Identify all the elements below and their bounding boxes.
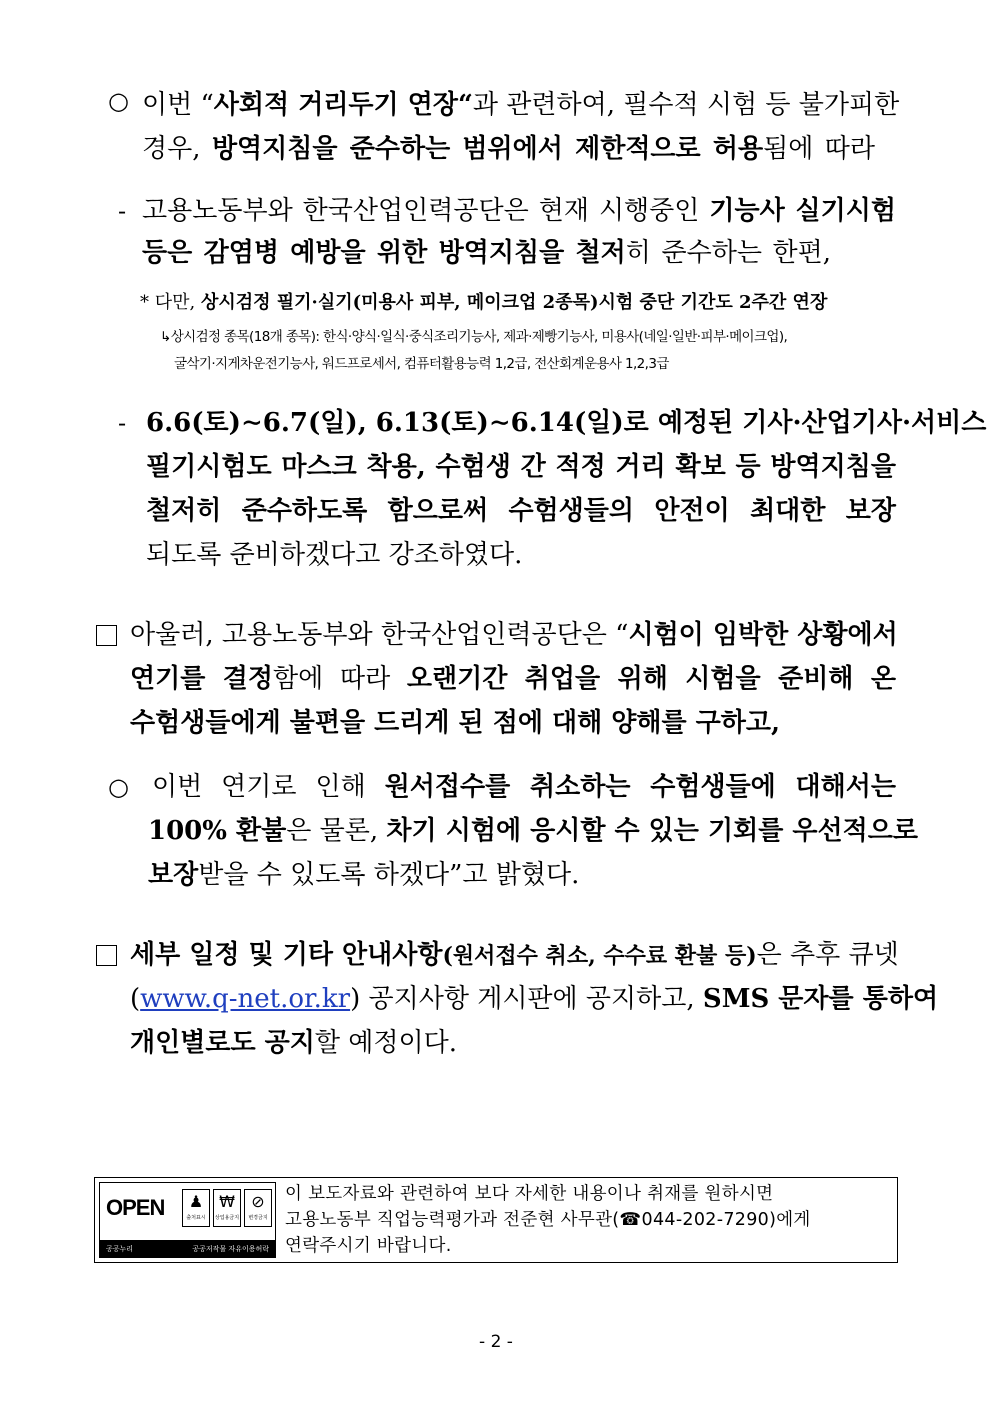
square-bullet <box>96 625 117 646</box>
p6-line1: 세부 일정 및 기타 안내사항(원서접수 취소, 수수료 환불 등)은 추후 큐넷 <box>130 940 899 970</box>
p2-line1: 고용노동부와 한국산업인력공단은 현재 시행중인 기능사 실기시험 <box>142 196 896 226</box>
qnet-link[interactable]: www.q-net.or.kr <box>140 984 351 1014</box>
attribution-icon: ♟ 출처표시 <box>182 1189 210 1227</box>
dash-bullet: - <box>118 409 127 437</box>
circle-bullet: ○ <box>108 773 129 801</box>
note-line2: ↳상시검정 종목(18개 종목): 한식·양식·일식·중식조리기능사, 제과·제빵기능사, 미용사(네일·일반·피부·메이크업), <box>160 329 788 345</box>
p3-line3: 철저히 준수하도록 함으로써 수험생들의 안전이 최대한 보장 <box>146 496 896 526</box>
license-icons <box>182 1189 272 1227</box>
note-line3: 굴삭기·지게차운전기능사, 워드프로세서, 컴퓨터활용능력 1,2급, 전산회계운용사 1,2,3급 <box>174 356 669 372</box>
p6-line2: (www.q-net.or.kr) 공지사항 게시판에 공지하고, SMS 문자를 통하여 <box>130 984 939 1014</box>
p4-line2: 연기를 결정함에 따라 오랜기간 취업을 위해 시험을 준비해 온 <box>130 664 896 694</box>
p3-line4: 되도록 준비하겠다고 강조하였다. <box>146 540 523 570</box>
p1-line2: 경우, 방역지침을 준수하는 범위에서 제한적으로 허용됨에 따라 <box>142 134 876 164</box>
logo-bar: 공공누리 공공저작물 자유이용허락 <box>100 1240 275 1257</box>
page-number: - 2 - <box>479 1332 513 1352</box>
contact-box <box>94 1177 898 1263</box>
circle-bullet: ○ <box>108 87 129 115</box>
p4-line1: 아울러, 고용노동부와 한국산업인력공단은 “시험이 임박한 상황에서 <box>130 620 898 650</box>
p2-line2: 등은 감염병 예방을 위한 방역지침을 철저히 준수하는 한편, <box>142 238 832 268</box>
footer-line1: 이 보도자료와 관련하여 보다 자세한 내용이나 취재를 원하시면 <box>285 1184 774 1204</box>
square-bullet <box>96 945 117 966</box>
p4-line3: 수험생들에게 불편을 드리게 된 점에 대해 양해를 구하고, <box>130 708 781 738</box>
p3-line2: 필기시험도 마스크 착용, 수험생 간 적정 거리 확보 등 방역지침을 <box>146 452 896 482</box>
p3-line1: 6.6(토)∼6.7(일), 6.13(토)∼6.14(일)로 예정된 기사·산업기사·서비스 <box>146 408 987 438</box>
footer-line2: 고용노동부 직업능력평가과 전준현 사무관(☎044-202-7290)에게 <box>285 1210 811 1230</box>
p5-line2: 100% 환불은 물론, 차기 시험에 응시할 수 있는 기회를 우선적으로 <box>148 816 918 846</box>
dash-bullet: - <box>118 197 127 225</box>
p1-line1: 이번 “사회적 거리두기 연장“과 관련하여, 필수적 시험 등 불가피한 <box>142 90 900 120</box>
no-commercial-icon: ₩ 상업용금지 <box>213 1189 241 1227</box>
footer-line3: 연락주시기 바랍니다. <box>285 1236 452 1256</box>
phone-icon: ☎ <box>619 1210 642 1230</box>
no-derivatives-icon: ⊘ 변경금지 <box>244 1189 272 1227</box>
kogl-open-logo <box>99 1182 276 1258</box>
note-line1: * 다만, 상시검정 필기·실기(미용사 피부, 메이크업 2종목)시험 중단 기간도 2주간 연장 <box>140 292 828 313</box>
p6-line3: 개인별로도 공지할 예정이다. <box>130 1028 457 1058</box>
p5-line3: 보장받을 수 있도록 하겠다”고 밝혔다. <box>148 860 580 890</box>
open-logo-text: OPEN <box>106 1195 165 1220</box>
p5-line1: 이번 연기로 인해 원서접수를 취소하는 수험생들에 대해서는 <box>152 772 897 802</box>
